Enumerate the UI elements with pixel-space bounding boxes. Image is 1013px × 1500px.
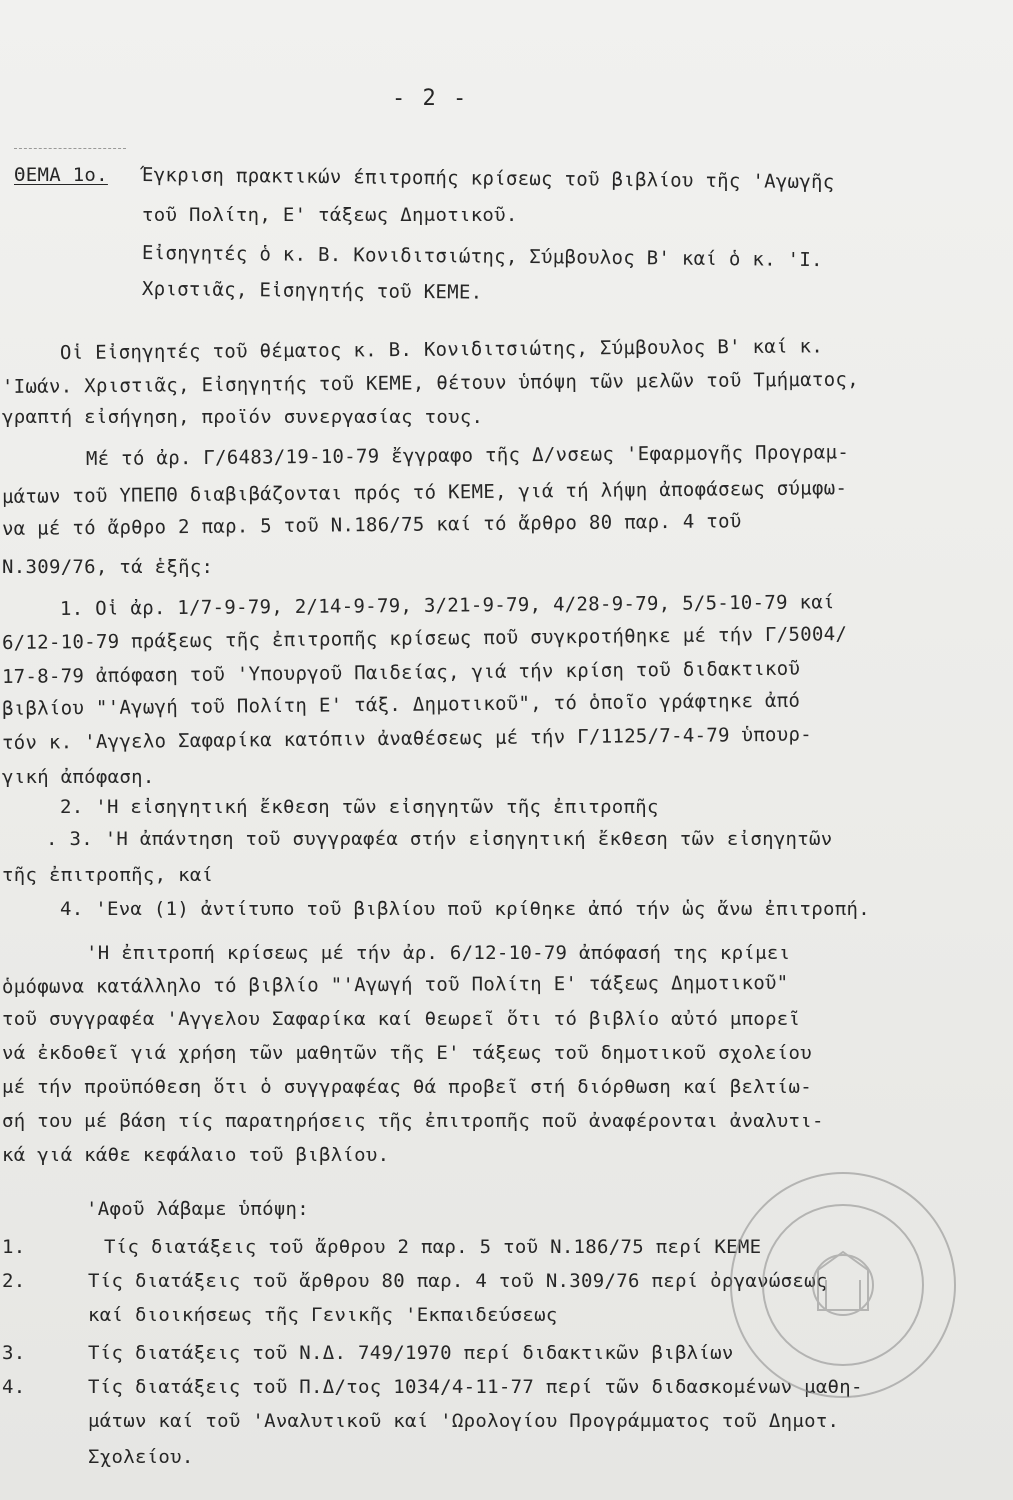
paragraph3-line-5: μέ τήν προϋπόθεση ὅτι ὁ συγγραφέας θά προβεῖ στή διόρθωση καί βελτίω- — [2, 1076, 812, 1098]
item-line-8: . 3. 'Η ἀπάντηση τοῦ συγγραφέα στήν εἰσηγητική ἔκθεση τῶν εἰσηγητῶν — [46, 828, 833, 850]
item-line-1: 1. Οἱ ἀρ. 1/7-9-79, 2/14-9-79, 3/21-9-79, 4/28-9-79, 5/5-10-79 καί — [59, 591, 835, 620]
consideration-3-num: 3. — [2, 1342, 26, 1364]
paragraph2-line-1: Μέ τό ἀρ. Γ/6483/19-10-79 ἔγγραφο τῆς Δ/νσεως 'Εφαρμογῆς Προγραμ- — [85, 441, 850, 470]
paragraph3-line-3: τοῦ συγγραφέα 'Αγγελου Σαφαρίκα καί θεωρεῖ ὅτι τό βιβλίο αὐτό μπορεῖ — [2, 1008, 801, 1030]
official-stamp — [718, 1160, 968, 1410]
consideration-4-text: Τίς διατάξεις τοῦ Π.Δ/τος 1034/4-11-77 περί τῶν διδασκομένων μαθη- — [88, 1376, 863, 1398]
paragraph3-line-6: σή του μέ βάση τίς παρατηρήσεις τῆς ἐπιτροπῆς ποῦ ἀναφέρονται ἀναλυτι- — [2, 1110, 824, 1132]
subject-line-1: Έγκριση πρακτικών έπιτροπής κρίσεως τοῦ βιβλίου τῆς 'Αγωγῆς — [141, 164, 835, 194]
item-line-5: τόν κ. 'Αγγελο Σαφαρίκα κατόπιν ἀναθέσεως μέ τήν Γ/1125/7-4-79 ὑπουρ- — [1, 723, 813, 754]
item-line-6: γική ἀπόφαση. — [2, 766, 155, 788]
consideration-3-text: Τίς διατάξεις τοῦ Ν.Δ. 749/1970 περί διδακτικῶν βιβλίων — [88, 1342, 734, 1364]
paragraph3-line-7: κά γιά κάθε κεφάλαιο τοῦ βιβλίου. — [2, 1144, 390, 1166]
header-rule — [14, 148, 126, 149]
item-line-7: 2. 'Η εἰσηγητική ἔκθεση τῶν εἰσηγητῶν τῆς ἐπιτροπῆς — [60, 796, 659, 818]
item-line-3: 17-8-79 ἀπόφαση τοῦ 'Υπουργοῦ Παιδείας, γιά τήν κρίση τοῦ διδακτικοῦ — [1, 657, 801, 688]
item-line-9: τῆς ἐπιτροπῆς, καί — [2, 864, 214, 886]
consideration-4-end: Σχολείου. — [88, 1446, 194, 1468]
subject-line-2: τοῦ Πολίτη, Ε' τάξεως Δημοτικοῦ. — [142, 204, 518, 226]
paragraph2-line-3: να μέ τό ἄρθρο 2 παρ. 5 τοῦ Ν.186/75 καί τό ἄρθρο 80 παρ. 4 τοῦ — [1, 510, 742, 540]
paragraph1-line-3: γραπτή εἰσήγηση, προϊόν συνεργασίας τους. — [2, 406, 484, 428]
subject-line-3: Εἰσηγητές ὁ κ. Β. Κονιδιτσιώτης, Σύμβουλος Β' καί ὁ κ. 'Ι. — [141, 242, 823, 272]
paragraph1-line-1: Οἱ Εἰσηγητές τοῦ θέματος κ. Β. Κονιδιτσιώτης, Σύμβουλος Β' καί κ. — [59, 335, 824, 364]
paragraph3-line-4: νά ἐκδοθεῖ γιά χρήση τῶν μαθητῶν τῆς Ε' τάξεως τοῦ δημοτικοῦ σχολείου — [2, 1042, 812, 1064]
paragraph2-line-4: Ν.309/76, τά ἑξῆς: — [2, 556, 214, 578]
consideration-2-text: Τίς διατάξεις τοῦ ἄρθρου 80 παρ. 4 τοῦ Ν.309/76 περί ὀργανώσεως — [88, 1270, 828, 1292]
item-line-4: βιβλίου "'Αγωγή τοῦ Πολίτη Ε' τάξ. Δημοτικοῦ", τό ὁποῖο γράφτηκε ἀπό — [1, 689, 801, 720]
subject-line-4: Χριστιᾶς, Εἰσηγητής τοῦ ΚΕΜΕ. — [141, 278, 483, 304]
page-number: - 2 - — [392, 86, 469, 111]
item-line-10: 4. 'Ενα (1) ἀντίτυπο τοῦ βιβλίου ποῦ κρίθηκε ἀπό τήν ὡς ἄνω ἐπιτροπή. — [60, 898, 870, 920]
considering-heading: 'Αφοῦ λάβαμε ὑπόψη: — [86, 1198, 310, 1220]
consideration-1-num: 1. — [2, 1236, 26, 1258]
item-line-2: 6/12-10-79 πράξεως τῆς ἐπιτροπῆς κρίσεως ποῦ συγκροτήθηκε μέ τήν Γ/5004/ — [1, 623, 848, 654]
consideration-4-num: 4. — [2, 1376, 26, 1398]
paragraph3-line-1: 'Η ἐπιτροπή κρίσεως μέ τήν ἀρ. 6/12-10-79 ἀπόφασή της κρίμει — [86, 942, 791, 964]
consideration-2-cont: καί διοικήσεως τῆς Γενικῆς 'Εκπαιδεύσεως — [88, 1304, 558, 1326]
consideration-1-text: Τίς διατάξεις τοῦ ἄρθρου 2 παρ. 5 τοῦ Ν.186/75 περί ΚΕΜΕ — [104, 1236, 762, 1258]
consideration-4-cont: μάτων καί τοῦ 'Αναλυτικοῦ καί 'Ωρολογίου Προγράμματος τοῦ Δημοτ. — [88, 1410, 840, 1432]
paragraph2-line-2: μάτων τοῦ ΥΠΕΠΘ διαβιβάζονται πρός τό ΚΕΜΕ, γιά τή λήψη ἀποφάσεως σύμφω- — [1, 477, 848, 508]
subject-label: ΘΕΜΑ 1ο. — [14, 164, 108, 186]
consideration-2-num: 2. — [2, 1270, 26, 1292]
paragraph1-line-2: 'Ιωάν. Χριστιᾶς, Εἰσηγητής τοῦ ΚΕΜΕ, θέτουν ὑπόψη τῶν μελῶν τοῦ Τμήματος, — [1, 368, 860, 398]
paragraph3-line-2: ὁμόφωνα κατάλληλο τό βιβλίο "'Αγωγή τοῦ Πολίτη Ε' τάξεως Δημοτικοῦ" — [1, 971, 789, 998]
